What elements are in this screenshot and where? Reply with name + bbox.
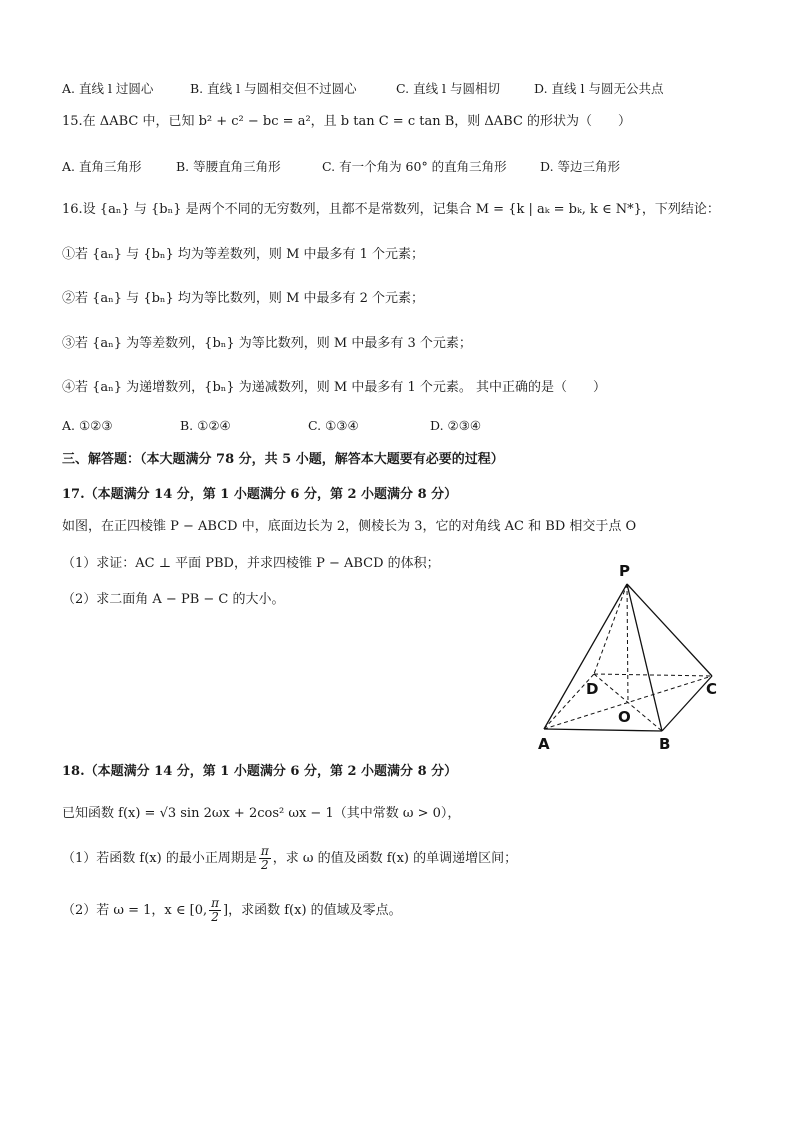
fraction-denominator: 2 <box>211 910 219 924</box>
q15-option-b: B. 等腰直角三角形 <box>176 159 281 174</box>
q18-part-1-pre: （1）若函数 f(x) 的最小正周期是 <box>62 851 257 866</box>
q16-option-b: B. ①②④ <box>180 418 231 433</box>
q18-part-2-pre: （2）若 ω = 1，x ∈ [0, <box>62 903 208 918</box>
fraction-numerator: π <box>211 896 220 910</box>
edge-pd <box>594 584 627 674</box>
edge-pb <box>627 584 662 731</box>
q14-option-c: C. 直线 l 与圆相切 <box>396 81 501 96</box>
edge-pc <box>627 584 712 676</box>
pi-over-2-fraction <box>209 897 221 924</box>
q18-part-2 <box>62 897 402 924</box>
label-o: O <box>618 708 631 726</box>
q15-option-c: C. 有一个角为 60° 的直角三角形 <box>322 159 507 174</box>
edge-dc <box>594 674 712 676</box>
q18-header: 18.（本题满分 14 分，第 1 小题满分 6 分，第 2 小题满分 8 分） <box>62 764 458 779</box>
q16-statement-4: ④若 {aₙ} 为递增数列，{bₙ} 为递减数列，则 M 中最多有 1 个元素。 其中正确的是（ ） <box>62 380 607 395</box>
q18-part-1 <box>62 845 517 872</box>
label-b: B <box>659 735 671 753</box>
q18-stem: 已知函数 f(x) = √3 sin 2ωx + 2cos² ωx − 1（其中常数 ω > 0）， <box>62 806 461 821</box>
q16-statement-1: ①若 {aₙ} 与 {bₙ} 均为等差数列，则 M 中最多有 1 个元素； <box>62 247 425 262</box>
section-3-header: 三、解答题：（本大题满分 78 分，共 5 小题，解答本大题要有必要的过程） <box>62 452 504 467</box>
q18-part-1-post: ，求 ω 的值及函数 f(x) 的单调递增区间； <box>272 851 518 866</box>
edge-ab <box>544 729 662 731</box>
q15-option-a: A. 直角三角形 <box>62 159 142 174</box>
pyramid-figure <box>532 556 732 756</box>
q16-option-c: C. ①③④ <box>308 418 359 433</box>
q16-option-d: D. ②③④ <box>430 418 482 433</box>
pi-over-2-fraction <box>259 845 271 872</box>
fraction-denominator: 2 <box>260 858 269 872</box>
q18-part-2-post: ]，求函数 f(x) 的值域及零点。 <box>223 903 402 918</box>
q17-part-1: （1）求证：AC ⊥ 平面 PBD，并求四棱锥 P − ABCD 的体积； <box>62 556 440 571</box>
q16-option-a: A. ①②③ <box>62 418 113 433</box>
height-po <box>627 584 628 703</box>
label-a: A <box>538 735 550 753</box>
q14-option-b: B. 直线 l 与圆相交但不过圆心 <box>190 81 357 96</box>
q17-header: 17.（本题满分 14 分，第 1 小题满分 6 分，第 2 小题满分 8 分） <box>62 487 458 502</box>
q15-option-d: D. 等边三角形 <box>540 159 621 174</box>
q14-option-a: A. 直线 l 过圆心 <box>62 81 154 96</box>
fraction-numerator: π <box>260 844 269 858</box>
q16-statement-3: ③若 {aₙ} 为等差数列，{bₙ} 为等比数列，则 M 中最多有 3 个元素； <box>62 336 472 351</box>
q15-stem: 15.在 ΔABC 中，已知 b² + c² − bc = a²，且 b tan C = c tan B，则 ΔABC 的形状为（ ） <box>62 114 632 129</box>
q14-option-d: D. 直线 l 与圆无公共点 <box>534 81 664 96</box>
label-p: P <box>619 562 630 580</box>
label-d: D <box>586 680 599 698</box>
q16-stem: 16.设 {aₙ} 与 {bₙ} 是两个不同的无穷数列，且都不是常数列，记集合 M = {k | aₖ = bₖ, k ∈ N*}，下列结论： <box>62 202 720 217</box>
q17-stem: 如图，在正四棱锥 P − ABCD 中，底面边长为 2，侧棱长为 3，它的对角线 AC 和 BD 相交于点 O <box>62 519 637 534</box>
label-c: C <box>706 680 718 698</box>
q16-statement-2: ②若 {aₙ} 与 {bₙ} 均为等比数列，则 M 中最多有 2 个元素； <box>62 291 425 306</box>
q17-part-2: （2）求二面角 A − PB − C 的大小。 <box>62 592 285 607</box>
